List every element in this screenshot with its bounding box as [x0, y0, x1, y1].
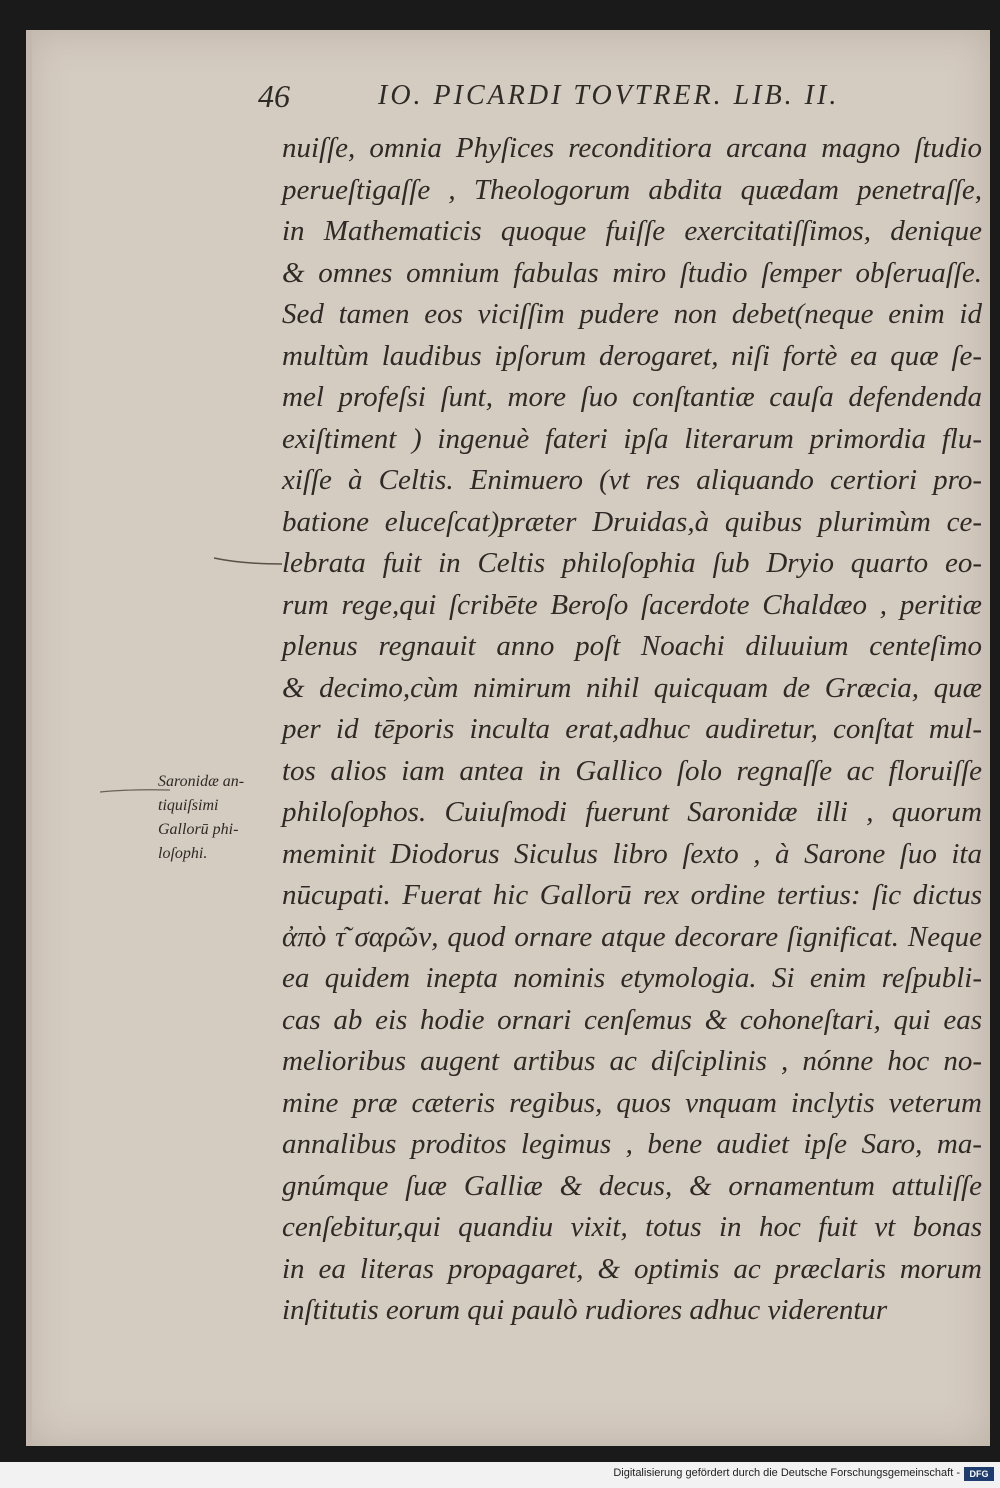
marginal-note-line: tiquiſsimi: [158, 797, 219, 814]
marginal-note: [158, 770, 280, 866]
text-line: in Mathematicis quoque fuiſſe exercitatiſſimos, denique: [282, 215, 982, 247]
text-line: inſtitutis eorum qui paulò rudiores adhuc viderentur: [282, 1294, 888, 1326]
marginal-note-line: Gallorū phi-: [158, 821, 239, 838]
text-line: nūcupati. Fuerat hic Gallorū rex ordine tertius: ſic dictus: [282, 879, 982, 911]
text-line: exiſtiment ) ingenuè fateri ipſa literarum primordia flu-: [282, 422, 982, 455]
text-line: tos alios iam antea in Gallico ſolo regnaſſe ac floruiſſe: [282, 754, 982, 787]
body-text: [282, 128, 982, 1332]
text-line: nuiſſe, omnia Phyſices reconditiora arcana magno ſtudio: [282, 132, 982, 164]
pen-mark-underline: [212, 552, 284, 570]
text-line: perueſtigaſſe , Theologorum abdita quædam penetraſſe,: [282, 173, 982, 206]
text-line: ea quidem inepta nominis etymologia. Si enim reſpubli-: [282, 962, 982, 994]
text-line: Sed tamen eos viciſſim pudere non debet(neque enim id: [282, 298, 982, 330]
marginal-note-line: Saronidæ an-: [158, 773, 245, 790]
text-line: cenſebitur,qui quandiu vixit, totus in hoc fuit vt bonas: [282, 1211, 982, 1243]
text-line: mine præ cæteris regibus, quos vnquam inclytis veterum: [282, 1086, 982, 1119]
text-line: lebrata fuit in Celtis philoſophia ſub Dryio quarto eo-: [282, 547, 982, 579]
text-line: philoſophos. Cuiuſmodi fuerunt Saronidæ illi , quorum: [282, 796, 982, 828]
text-line: gnúmque ſuæ Galliæ & decus, & ornamentum attuliſſe: [282, 1169, 982, 1202]
text-line: in ea literas propagaret, & optimis ac præclaris morum: [282, 1252, 982, 1285]
text-line: batione eluceſcat)præter Druidas,à quibus plurimùm ce-: [282, 505, 982, 538]
text-line: meminit Diodorus Siculus libro ſexto , à Sarone ſuo ita: [282, 837, 982, 870]
text-line: ἀπὸ τ͂ σαρῶν, quod ornare atque decorare ſignificat. Neque: [282, 920, 982, 953]
text-line: multùm laudibus ipſorum derogaret, niſi fortè ea quæ ſe-: [282, 339, 982, 372]
dfg-logo: DFG: [964, 1467, 994, 1481]
text-line: mel profeſsi ſunt, more ſuo conſtantiæ cauſa defendenda: [282, 381, 982, 413]
running-title: IO. PICARDI TOVTRER. LIB. II.: [378, 80, 840, 111]
funding-credit: Digitalisierung gefördert durch die Deutsche Forschungsgemeinschaft -: [613, 1467, 960, 1479]
text-line: & decimo,cùm nimirum nihil quicquam de Græcia, quæ: [282, 671, 982, 704]
text-line: plenus regnauit anno poſt Noachi diluuium centeſimo: [282, 630, 982, 662]
text-line: per id tēporis inculta erat,adhuc audiretur, conſtat mul-: [282, 713, 982, 745]
text-line: melioribus augent artibus ac diſciplinis , nónne hoc no-: [282, 1045, 982, 1077]
running-head: [250, 78, 930, 118]
page-number: 46: [258, 78, 290, 114]
text-line: annalibus proditos legimus , bene audiet ipſe Saro, ma-: [282, 1128, 982, 1160]
text-line: cas ab eis hodie ornari cenſemus & cohoneſtari, qui eas: [282, 1003, 982, 1036]
marginal-note-line: loſophi.: [158, 845, 208, 862]
text-line: & omnes omnium fabulas miro ſtudio ſemper obſeruaſſe.: [282, 256, 982, 289]
text-line: xiſſe à Celtis. Enimuero (vt res aliquando certiori pro-: [282, 464, 982, 496]
page-gutter-shadow: [26, 30, 32, 1446]
text-line: rum rege,qui ſcribēte Beroſo ſacerdote Chaldæo , peritiæ: [282, 588, 982, 621]
